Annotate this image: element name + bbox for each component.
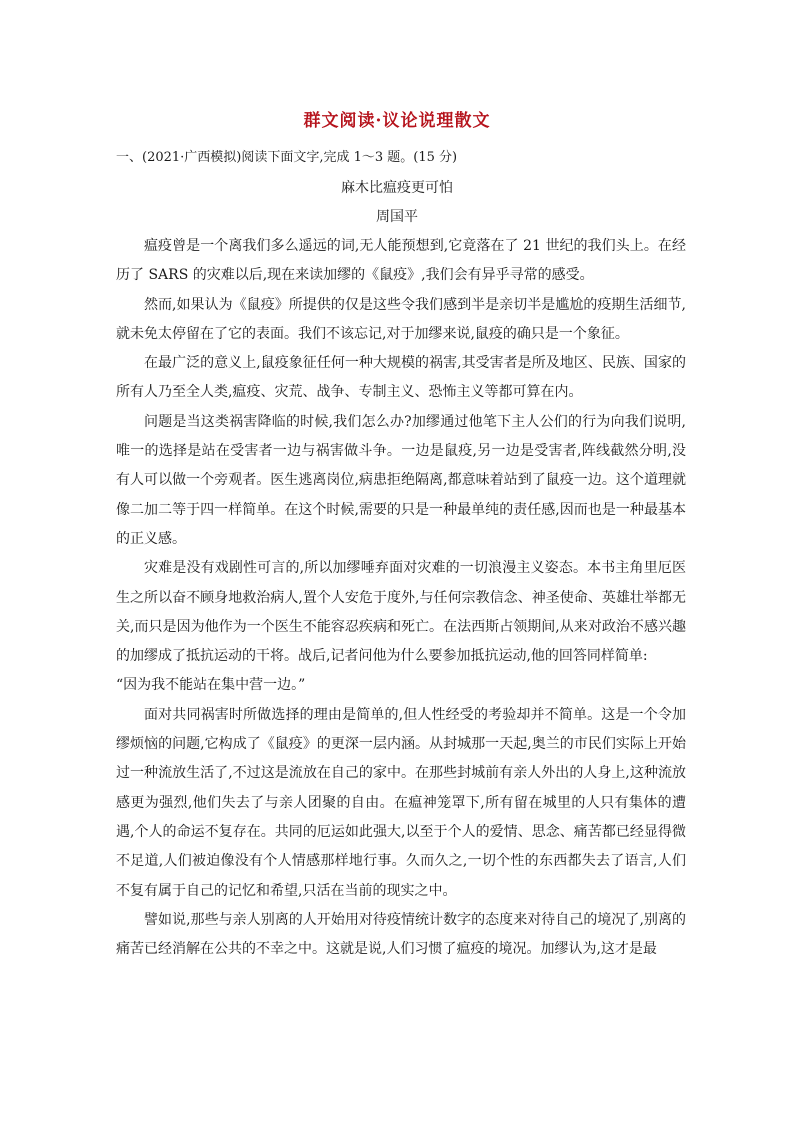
paragraph: 灾难是没有戏剧性可言的,所以加缪唾弃面对灾难的一切浪漫主义姿态。本书主角里厄医生之所以奋不顾身地救治病人,置个人安危于度外,与任何宗教信念、神圣使命、英雄壮举都无关,而只是因为他作为一个医生不能容忍疾病和死亡。在法西斯占领期间,从来对政治不感兴趣的加缪成了抵抗运动的干将。战后,记者问他为什么要参加抵抗运动,他的回答同样简单:: [116, 560, 686, 665]
paragraph: 然而,如果认为《鼠疫》所提供的仅是这些令我们感到半是亲切半是尴尬的疫期生活细节,就未免太停留在了它的表面。我们不该忘记,对于加缪来说,鼠疫的确只是一个象征。: [116, 296, 686, 342]
paragraph: 瘟疫曾是一个离我们多么遥远的词,无人能预想到,它竟落在了 21 世纪的我们头上。在经历了 SARS 的灾难以后,现在来读加缪的《鼠疫》,我们会有异乎寻常的感受。: [116, 238, 686, 284]
question-header: 一、(2021·广西模拟)阅读下面文字,完成 1～3 题。(15 分): [116, 150, 458, 165]
essay-body: [116, 232, 686, 964]
paragraph: 在最广泛的意义上,鼠疫象征任何一种大规模的祸害,其受害者是所及地区、民族、国家的所有人乃至全人类,瘟疫、灾荒、战争、专制主义、恐怖主义等都可算在内。: [116, 355, 686, 401]
document-title: 群文阅读·议论说理散文: [303, 111, 491, 131]
paragraph: 问题是当这类祸害降临的时候,我们怎么办?加缪通过他笔下主人公们的行为向我们说明,唯一的选择是站在受害者一边与祸害做斗争。一边是鼠疫,另一边是受害者,阵线截然分明,没有人可以做一个旁观者。医生逃离岗位,病患拒绝隔离,都意味着站到了鼠疫一边。这个道理就像二加二等于四一样简单。在这个时候,需要的只是一种最单纯的责任感,因而也是一种最基本的正义感。: [116, 413, 686, 547]
quote: “因为我不能站在集中营一边。”: [116, 677, 306, 694]
essay-title: 麻木比瘟疫更可怕: [341, 180, 453, 196]
essay-author: 周国平: [376, 209, 418, 225]
paragraph: 面对共同祸害时所做选择的理由是简单的,但人性经受的考验却并不简单。这是一个令加缪烦恼的问题,它构成了《鼠疫》的更深一层内涵。从封城那一天起,奥兰的市民们实际上开始过一种流放生活了,不过这是流放在自己的家中。在那些封城前有亲人外出的人身上,这种流放感更为强烈,他们失去了与亲人团聚的自由。在瘟神笼罩下,所有留在城里的人只有集体的遭遇,个人的命运不复存在。共同的厄运如此强大,以至于个人的爱情、思念、痛苦都已经显得微不足道,人们被迫像没有个人情感那样地行事。久而久之,一切个性的东西都失去了语言,人们不复有属于自己的记忆和希望,只活在当前的现实之中。: [116, 706, 686, 899]
paragraph: 譬如说,那些与亲人别离的人开始用对待疫情统计数字的态度来对待自己的境况了,别离的痛苦已经消解在公共的不幸之中。这就是说,人们习惯了瘟疫的境况。加缪认为,这才是最: [116, 911, 686, 958]
